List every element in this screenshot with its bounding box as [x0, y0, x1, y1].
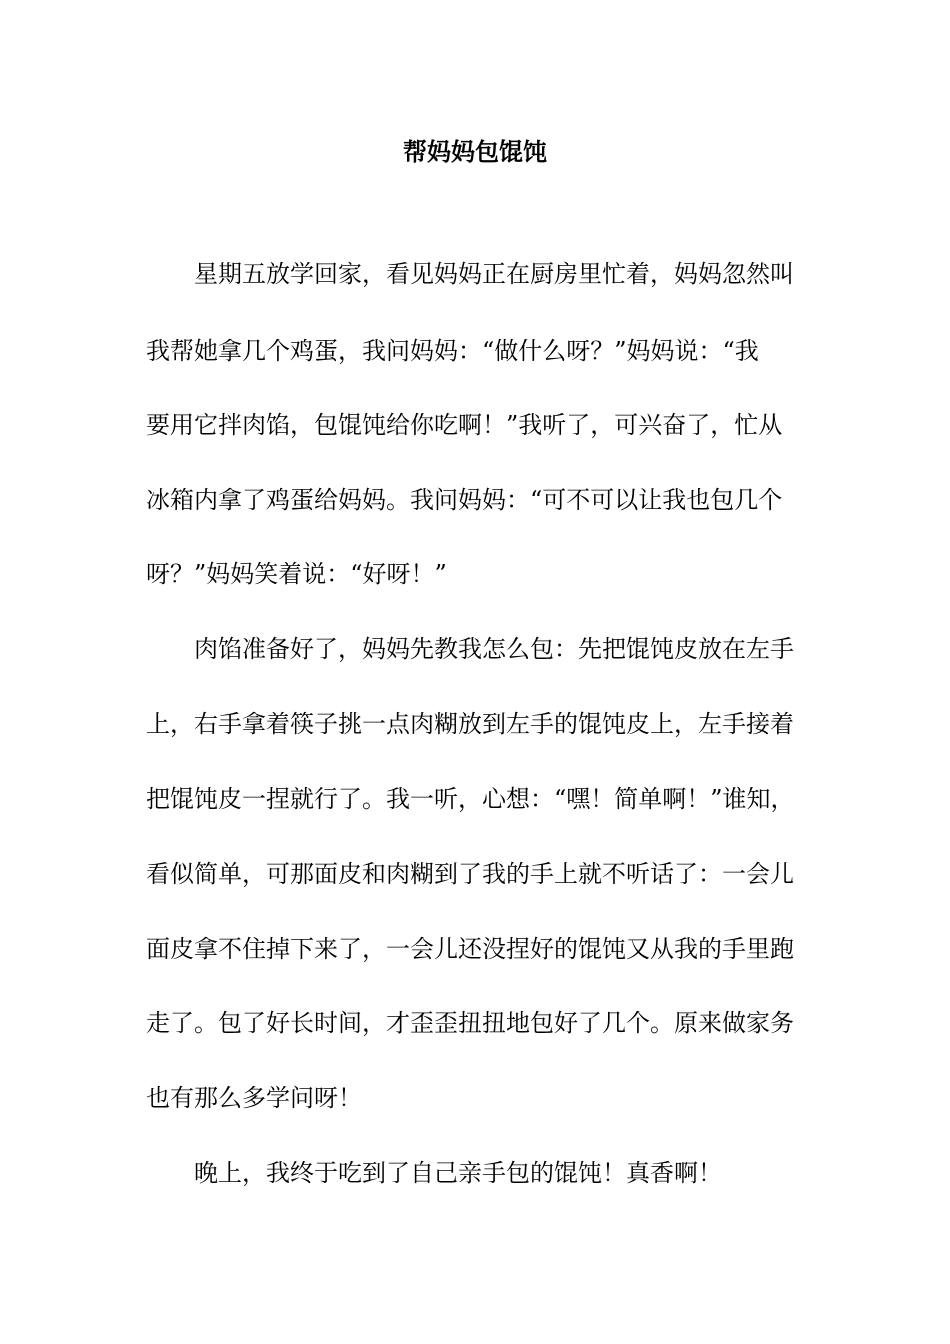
paragraph-2-line-3: 把馄饨皮一捏就行了。我一听，心想：“嘿！简单啊！”谁知，	[146, 785, 795, 813]
paragraph-1-line-2: 我帮她拿几个鸡蛋，我问妈妈：“做什么呀？”妈妈说：“我	[146, 337, 759, 365]
paragraph-2-line-5: 面皮拿不住掉下来了，一会儿还没捏好的馄饨又从我的手里跑	[146, 935, 794, 963]
paragraph-2-line-7: 也有那么多学问呀！	[146, 1084, 362, 1112]
paragraph-1-line-5: 呀？”妈妈笑着说：“好呀！”	[146, 560, 447, 588]
paragraph-2-line-6: 走了。包了好长时间，才歪歪扭扭地包好了几个。原来做家务	[146, 1009, 794, 1037]
paragraph-2-line-4: 看似简单，可那面皮和肉糊到了我的手上就不听话了：一会儿	[146, 860, 794, 888]
paragraph-3-line-1: 晚上，我终于吃到了自己亲手包的馄饨！真香啊！	[194, 1159, 722, 1187]
document-title: 帮妈妈包馄饨	[403, 137, 547, 166]
paragraph-1-line-1: 星期五放学回家，看见妈妈正在厨房里忙着，妈妈忽然叫	[194, 260, 794, 288]
paragraph-1-line-4: 冰箱内拿了鸡蛋给妈妈。我问妈妈：“可不可以让我也包几个	[146, 486, 783, 514]
paragraph-2-line-2: 上，右手拿着筷子挑一点肉糊放到左手的馄饨皮上，左手接着	[146, 710, 794, 738]
paragraph-2-line-1: 肉馅准备好了，妈妈先教我怎么包：先把馄饨皮放在左手	[194, 635, 794, 663]
paragraph-1-line-3: 要用它拌肉馅，包馄饨给你吃啊！”我听了，可兴奋了，忙从	[146, 411, 783, 439]
